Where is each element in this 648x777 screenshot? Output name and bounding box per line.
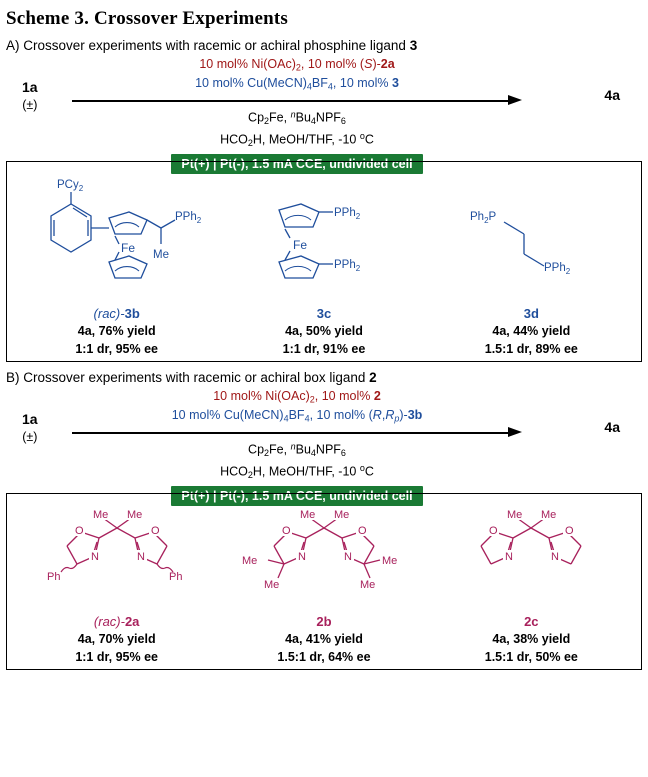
svg-text:Me: Me — [153, 249, 170, 261]
svg-text:Ph2P: $Ph_2P$ — [470, 211, 497, 225]
ligand-2b-structure — [220, 502, 427, 610]
section-a-label: A) Crossover experiments with racemic or achiral phosphine ligand 3 — [6, 38, 418, 53]
svg-text:O: O — [74, 525, 84, 537]
svg-text:Me: Me — [299, 509, 316, 521]
ligand-2b — [220, 502, 427, 665]
ligand-3d-name: 3d — [523, 306, 539, 321]
svg-text:Ph: Ph — [168, 571, 183, 583]
svg-text:O: O — [150, 525, 160, 537]
substrate-a-note: (±) — [22, 98, 38, 112]
ligand-2b-result-2: 1.5:1 dr, 64% ee — [277, 650, 371, 664]
ligand-2a-name: (rac)-2a — [93, 614, 140, 629]
arrow-conditions-b — [72, 389, 522, 506]
ligand-2c-name: 2c — [524, 614, 539, 629]
ligand-2a-structure — [13, 502, 220, 610]
reaction-scheme-a — [0, 57, 648, 172]
ligand-3b — [13, 170, 220, 357]
svg-text:N: N — [343, 551, 352, 563]
ligand-3c-structure — [220, 170, 427, 302]
svg-text:N: N — [90, 551, 99, 563]
condition-a-1: 10 mol% $Ni(OAc)_2$, 10 mol% (S)-2a — [199, 57, 395, 73]
ligand-3d-result-1: 4a, 44% yield — [492, 324, 571, 338]
ligand-2b-result-1: 4a, 41% yield — [285, 632, 363, 646]
product-a: 4a — [604, 87, 620, 103]
substrate-b-note: (±) — [22, 430, 38, 444]
svg-text:Fe: Fe — [121, 241, 136, 255]
ligand-3b-result-2: 1:1 dr, 95% ee — [75, 342, 159, 356]
reaction-arrow-a — [72, 96, 522, 106]
svg-text:PPh2: PPh$_2$ — [333, 259, 361, 273]
svg-text:N: N — [136, 551, 145, 563]
svg-text:Me: Me — [333, 509, 350, 521]
substrate-b-label: 1a — [22, 411, 38, 427]
svg-text:N: N — [505, 551, 514, 563]
arrow-conditions-a — [72, 57, 522, 174]
ligand-2a — [13, 502, 220, 665]
svg-text:Me: Me — [241, 555, 258, 567]
ligand-3d-result-2: 1.5:1 dr, 89% ee — [484, 342, 578, 356]
svg-text:Me: Me — [507, 509, 523, 521]
svg-text:PPh2: PPh$_2$ — [544, 262, 571, 276]
ligand-panel-b — [6, 493, 642, 670]
ligand-2a-result-1: 4a, 70% yield — [77, 632, 156, 646]
svg-text:Me: Me — [541, 509, 557, 521]
svg-text:O: O — [489, 525, 498, 537]
svg-text:N: N — [551, 551, 560, 563]
reaction-arrow-b — [72, 428, 522, 438]
ligand-2c-result-2: 1.5:1 dr, 50% ee — [484, 650, 578, 664]
condition-a-4: $HCO_2H$, MeOH/THF, -10 $^o$C — [220, 131, 374, 149]
svg-text:Ph: Ph — [46, 571, 61, 583]
svg-text:PPh2: PPh$_2$ — [333, 207, 361, 221]
ligand-2a-result-2: 1:1 dr, 95% ee — [75, 650, 159, 664]
section-a-prefix: A) — [6, 38, 20, 53]
electrolysis-bar-b: Pt(+) | Pt(-), 1.5 mA CCE, undivided cell — [171, 486, 422, 506]
section-b-prefix: B) — [6, 370, 20, 385]
ligand-3c-result-1: 4a, 50% yield — [285, 324, 363, 338]
svg-text:Me: Me — [359, 579, 376, 591]
ligand-2c — [428, 502, 635, 665]
svg-text:Me: Me — [263, 579, 280, 591]
ligand-3b-structure — [13, 170, 220, 302]
svg-text:PPh2: PPh$_2$ — [175, 211, 202, 225]
svg-text:O: O — [565, 525, 574, 537]
ligand-3c-result-2: 1:1 dr, 91% ee — [282, 342, 366, 356]
substrate-b — [22, 411, 38, 444]
ligand-3d-structure — [428, 170, 635, 302]
ligand-3c — [220, 170, 427, 357]
condition-a-3: $Cp_2Fe$, $^nBu_4NPF_6$ — [248, 109, 346, 127]
svg-text:O: O — [357, 525, 367, 537]
svg-text:PCy2: PCy$_2$ — [57, 179, 84, 193]
ligand-2b-name: 2b — [316, 614, 332, 629]
condition-b-3: $Cp_2Fe$, $^nBu_4NPF_6$ — [248, 441, 346, 459]
ligand-3b-result-1: 4a, 76% yield — [77, 324, 156, 338]
condition-b-1: 10 mol% $Ni(OAc)_2$, 10 mol% 2 — [213, 389, 381, 405]
ligand-3d — [428, 170, 635, 357]
section-b-label: B) Crossover experiments with racemic or achiral box ligand 2 — [6, 370, 377, 385]
condition-a-2: 10 mol% $Cu(MeCN)_4BF_4$, 10 mol% 3 — [195, 75, 399, 92]
page-title: Scheme 3. Crossover Experiments — [6, 8, 289, 29]
svg-text:Me: Me — [381, 555, 398, 567]
ligand-3c-name: 3c — [316, 306, 332, 321]
section-a — [0, 30, 648, 362]
ligand-2c-result-1: 4a, 38% yield — [492, 632, 571, 646]
substrate-a-label: 1a — [22, 79, 38, 95]
ligand-panel-a — [6, 161, 642, 362]
svg-text:Fe: Fe — [292, 238, 307, 252]
condition-b-2: 10 mol% $Cu(MeCN)_4BF_4$, 10 mol% $(R,R_p)-3b$ — [171, 407, 423, 424]
svg-text:O: O — [281, 525, 291, 537]
ligand-2c-structure — [428, 502, 635, 610]
svg-text:Me: Me — [92, 509, 108, 521]
svg-text:Me: Me — [126, 509, 142, 521]
reaction-scheme-b — [0, 389, 648, 504]
section-b — [0, 362, 648, 670]
substrate-a — [22, 79, 38, 112]
electrolysis-bar-a: Pt(+) | Pt(-), 1.5 mA CCE, undivided cell — [171, 154, 422, 174]
condition-b-4: $HCO_2H$, MeOH/THF, -10 $^o$C — [220, 463, 374, 481]
ligand-3b-name: (rac)-3b — [93, 306, 140, 321]
svg-text:N: N — [297, 551, 306, 563]
product-b: 4a — [604, 419, 620, 435]
